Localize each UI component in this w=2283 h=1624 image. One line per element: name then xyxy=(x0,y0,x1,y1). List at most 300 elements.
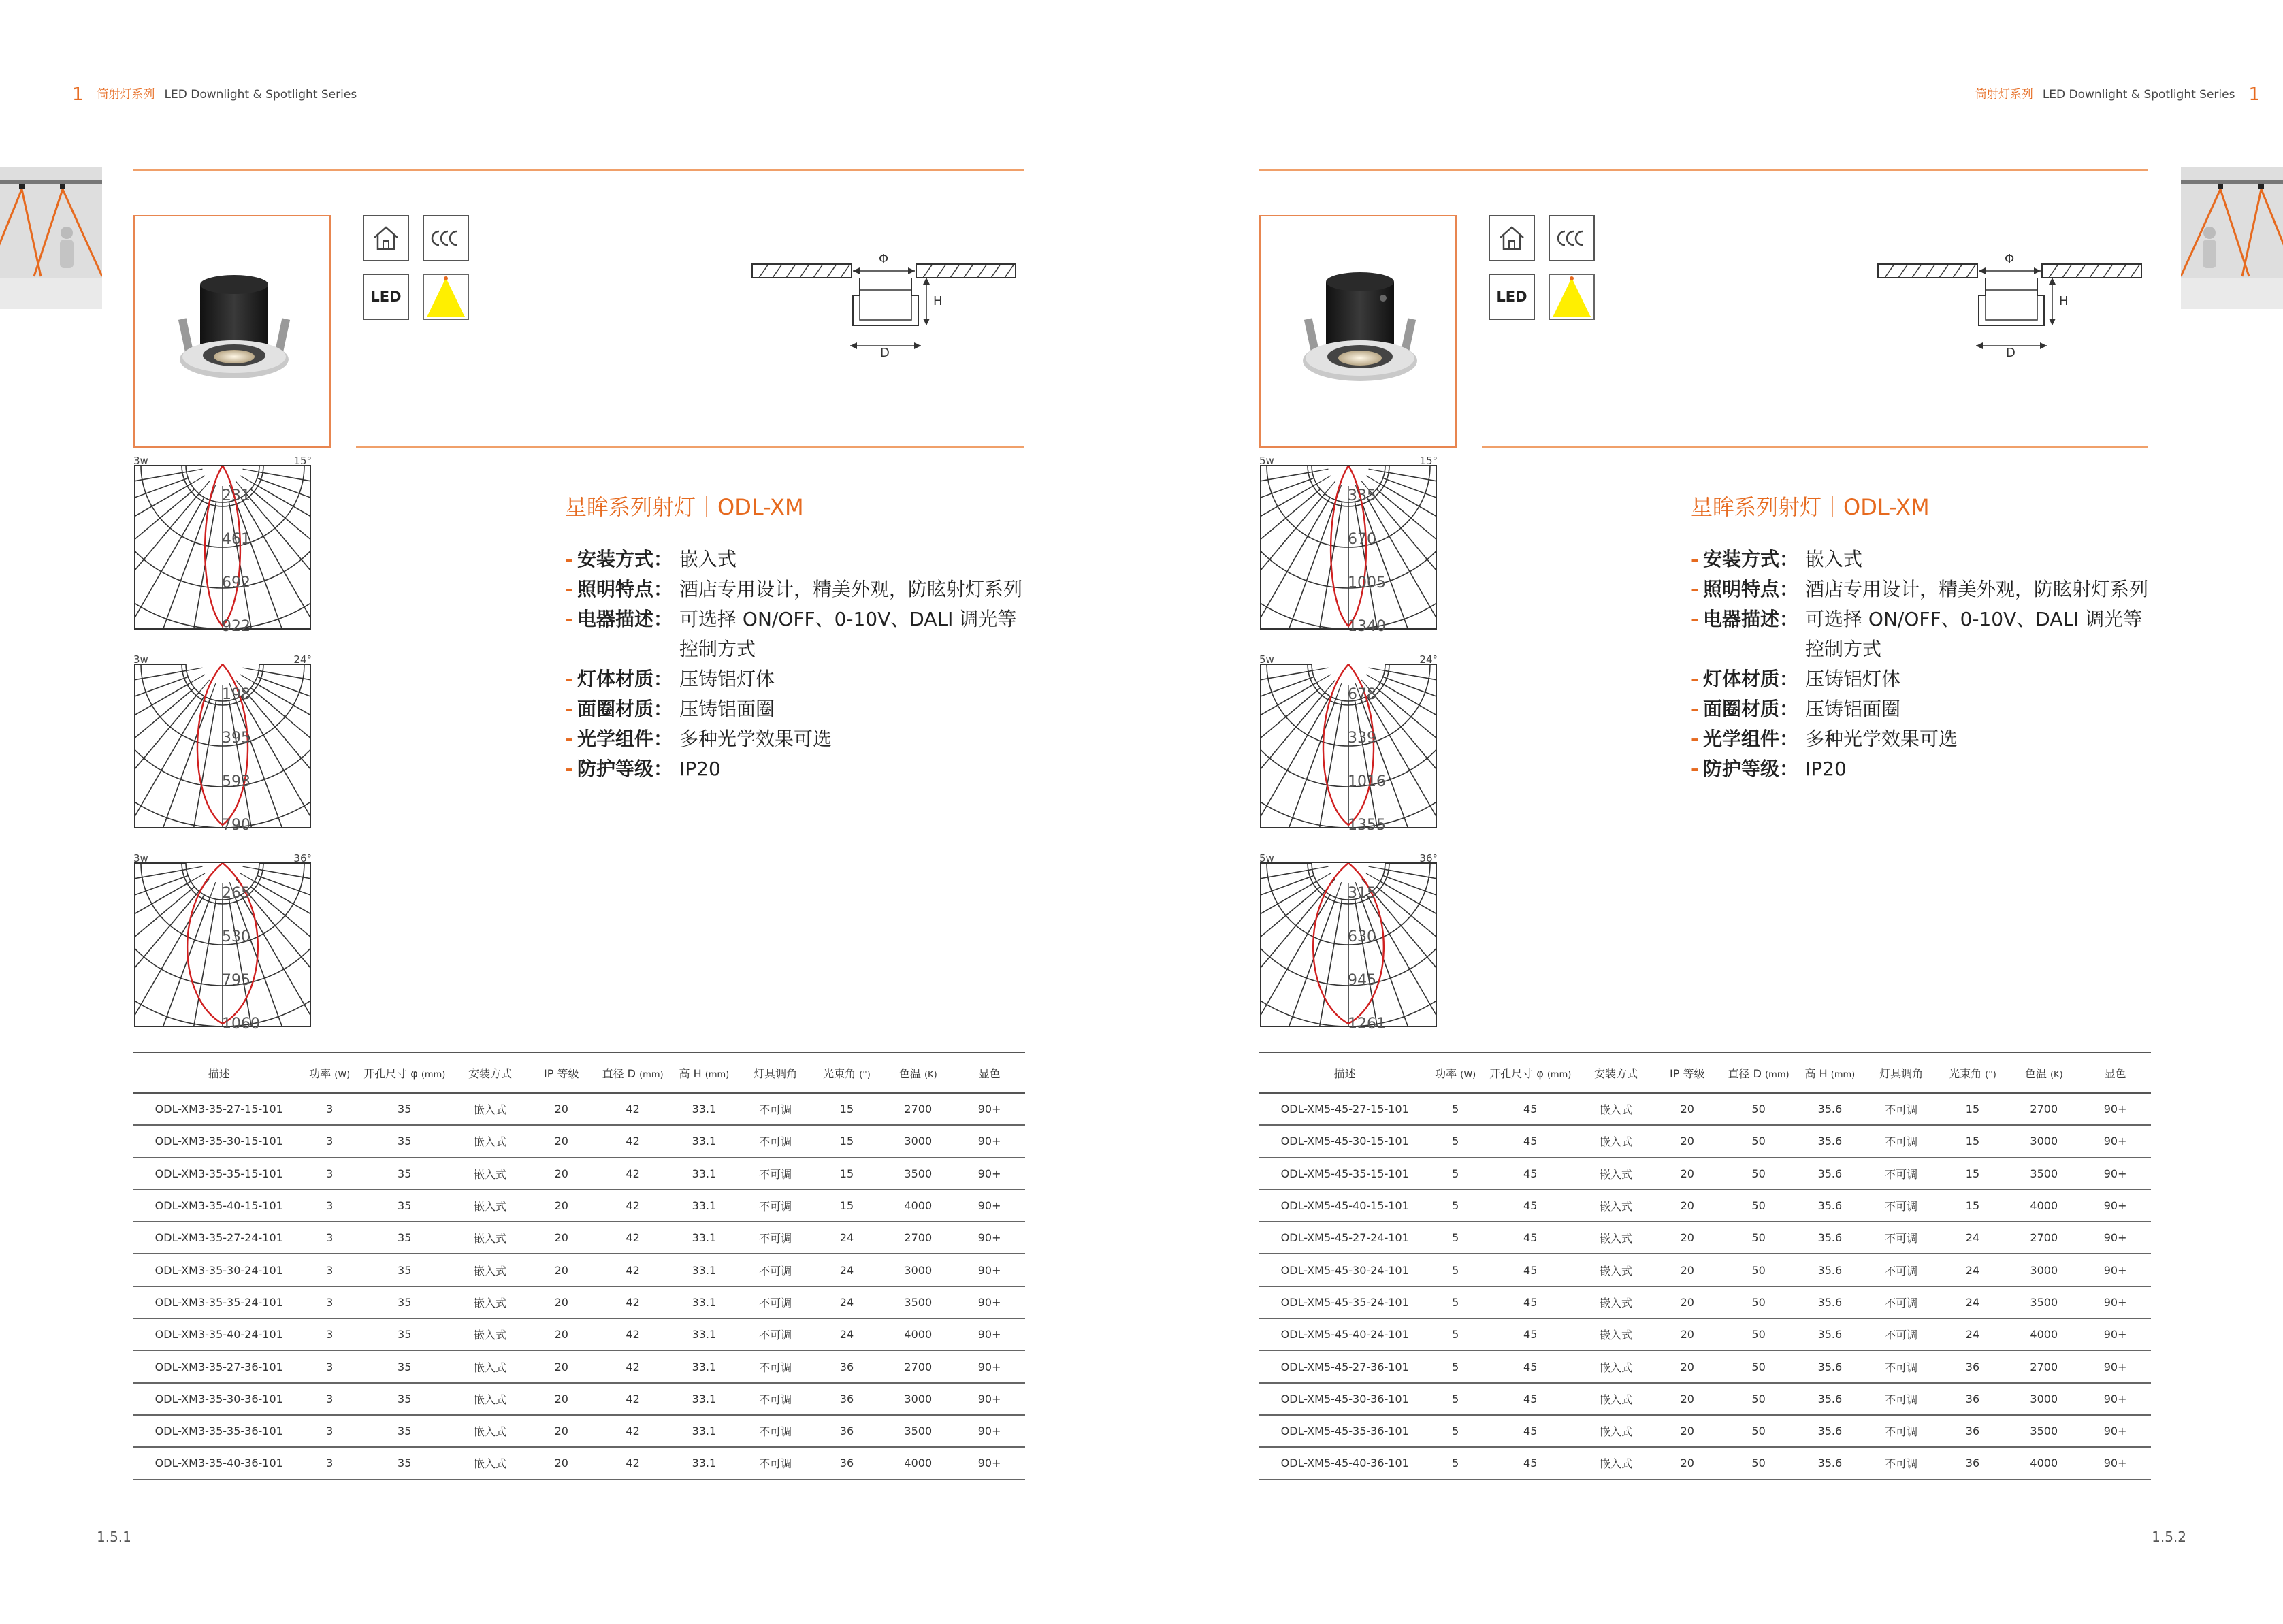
dim-h-label: H xyxy=(933,294,943,308)
header-series-en: LED Downlight & Spotlight Series xyxy=(164,88,357,101)
table-cell: 20 xyxy=(525,1415,597,1447)
table-cell: ODL-XM5-45-35-24-101 xyxy=(1259,1286,1431,1318)
table-cell: 35.6 xyxy=(1794,1415,1866,1447)
table-cell: 33.1 xyxy=(668,1415,740,1447)
table-cell: 不可调 xyxy=(1866,1286,1937,1318)
table-cell: 20 xyxy=(1651,1383,1723,1415)
table-row xyxy=(133,1125,1025,1157)
house-icon xyxy=(363,215,409,261)
table-cell: 36 xyxy=(1937,1415,2009,1447)
table-cell: 3 xyxy=(305,1254,355,1286)
table-cell: 15 xyxy=(811,1125,883,1157)
table-row xyxy=(1259,1093,2151,1125)
folio-number: 1.5.1 xyxy=(97,1529,131,1545)
table-cell: 嵌入式 xyxy=(1581,1447,1652,1479)
table-cell: 3 xyxy=(305,1158,355,1190)
dim-d-label: D xyxy=(2006,346,2015,360)
table-cell: 42 xyxy=(597,1318,668,1350)
polar-watt-label: 3w xyxy=(133,852,148,864)
table-cell: 35.6 xyxy=(1794,1318,1866,1350)
table-cell: 3000 xyxy=(2008,1125,2079,1157)
table-row xyxy=(133,1158,1025,1190)
table-cell: 42 xyxy=(597,1447,668,1479)
table-cell: 4000 xyxy=(882,1447,954,1479)
table-cell: 3000 xyxy=(882,1125,954,1157)
col-beam: 光束角 (°) xyxy=(811,1052,883,1093)
table-cell: 36 xyxy=(1937,1383,2009,1415)
table-cell: 90+ xyxy=(954,1286,1025,1318)
table-cell: 45 xyxy=(1480,1286,1581,1318)
table-cell: 90+ xyxy=(954,1093,1025,1125)
table-cell: 3 xyxy=(305,1383,355,1415)
table-cell: 不可调 xyxy=(1866,1190,1937,1222)
table-cell: 35.6 xyxy=(1794,1350,1866,1382)
table-cell: 42 xyxy=(597,1286,668,1318)
table-cell: 50 xyxy=(1723,1286,1794,1318)
table-cell: 3000 xyxy=(2008,1383,2079,1415)
table-cell: 35.6 xyxy=(1794,1158,1866,1190)
table-cell: ODL-XM3-35-40-15-101 xyxy=(133,1190,305,1222)
table-cell: 90+ xyxy=(954,1447,1025,1479)
spec-item: - 防护等级： IP20 xyxy=(565,758,721,780)
table-cell: 不可调 xyxy=(740,1190,811,1222)
table-cell: 90+ xyxy=(954,1350,1025,1382)
table-cell: 50 xyxy=(1723,1190,1794,1222)
table-cell: 90+ xyxy=(2079,1093,2151,1125)
header-divider xyxy=(133,169,1024,171)
table-cell: ODL-XM5-45-30-24-101 xyxy=(1259,1254,1431,1286)
spec-item: - 光学组件： 多种光学效果可选 xyxy=(565,728,832,750)
polar-angle-label: 24° xyxy=(293,653,312,666)
table-cell: 5 xyxy=(1431,1318,1480,1350)
polar-ring-label: 922 xyxy=(222,618,250,635)
table-cell: 3500 xyxy=(882,1286,954,1318)
table-cell: 33.1 xyxy=(668,1093,740,1125)
table-cell: 嵌入式 xyxy=(455,1093,526,1125)
table-cell: 15 xyxy=(811,1190,883,1222)
table-cell: 90+ xyxy=(954,1158,1025,1190)
polar-watt-label: 5w xyxy=(1259,653,1274,666)
col-cri: 显色 xyxy=(954,1052,1025,1093)
spec-table xyxy=(133,1052,1025,1480)
table-cell: 35.6 xyxy=(1794,1125,1866,1157)
table-cell: 5 xyxy=(1431,1286,1480,1318)
page-header xyxy=(72,84,357,105)
table-cell: ODL-XM3-35-35-24-101 xyxy=(133,1286,305,1318)
spec-item: - 光学组件： 多种光学效果可选 xyxy=(1691,728,1958,750)
table-cell: 42 xyxy=(597,1254,668,1286)
header-divider xyxy=(1259,169,2148,171)
table-cell: 20 xyxy=(525,1222,597,1254)
table-cell: 35 xyxy=(355,1383,455,1415)
table-cell: 45 xyxy=(1480,1158,1581,1190)
table-cell: 5 xyxy=(1431,1222,1480,1254)
table-cell: 嵌入式 xyxy=(455,1383,526,1415)
table-row xyxy=(133,1350,1025,1382)
table-cell: ODL-XM5-45-27-24-101 xyxy=(1259,1222,1431,1254)
table-cell: 33.1 xyxy=(668,1286,740,1318)
polar-ring-label: 461 xyxy=(222,531,250,548)
table-cell: 嵌入式 xyxy=(1581,1222,1652,1254)
col-cutout: 开孔尺寸 φ (mm) xyxy=(355,1052,455,1093)
table-cell: ODL-XM3-35-40-24-101 xyxy=(133,1318,305,1350)
table-cell: ODL-XM5-45-40-24-101 xyxy=(1259,1318,1431,1350)
table-cell: 24 xyxy=(811,1286,883,1318)
header-series-cn: 筒射灯系列 xyxy=(1975,88,2033,101)
table-cell: 50 xyxy=(1723,1125,1794,1157)
table-cell: 42 xyxy=(597,1222,668,1254)
table-cell: ODL-XM3-35-30-15-101 xyxy=(133,1125,305,1157)
installation-scene-thumbnail xyxy=(0,167,102,309)
table-cell: 45 xyxy=(1480,1254,1581,1286)
table-cell: 20 xyxy=(1651,1415,1723,1447)
table-cell: 2700 xyxy=(882,1093,954,1125)
table-cell: ODL-XM3-35-40-36-101 xyxy=(133,1447,305,1479)
table-cell: 36 xyxy=(1937,1350,2009,1382)
table-cell: 不可调 xyxy=(740,1093,811,1125)
polar-ring-label: 1060 xyxy=(222,1016,260,1033)
table-cell: 20 xyxy=(525,1125,597,1157)
spec-list xyxy=(565,545,1028,784)
col-power: 功率 (W) xyxy=(1431,1052,1480,1093)
polar-ring-label: 1355 xyxy=(1348,817,1386,834)
spec-item: - 照明特点： 酒店专用设计，精美外观，防眩射灯系列 xyxy=(1691,578,2149,600)
table-cell: 33.1 xyxy=(668,1222,740,1254)
table-row xyxy=(1259,1318,2151,1350)
col-description: 描述 xyxy=(133,1052,305,1093)
polar-watt-label: 3w xyxy=(133,653,148,666)
table-cell: 嵌入式 xyxy=(1581,1415,1652,1447)
table-cell: 35.6 xyxy=(1794,1190,1866,1222)
table-cell: ODL-XM3-35-27-15-101 xyxy=(133,1093,305,1125)
table-row xyxy=(1259,1158,2151,1190)
table-cell: 45 xyxy=(1480,1093,1581,1125)
table-cell: 90+ xyxy=(2079,1254,2151,1286)
table-cell: 不可调 xyxy=(1866,1415,1937,1447)
table-cell: 20 xyxy=(1651,1254,1723,1286)
table-cell: ODL-XM5-45-35-36-101 xyxy=(1259,1415,1431,1447)
table-cell: 90+ xyxy=(954,1318,1025,1350)
table-cell: 90+ xyxy=(954,1125,1025,1157)
table-cell: 24 xyxy=(1937,1254,2009,1286)
table-cell: 4000 xyxy=(2008,1318,2079,1350)
table-header-row xyxy=(1259,1052,2151,1093)
col-power: 功率 (W) xyxy=(305,1052,355,1093)
col-height: 高 H (mm) xyxy=(1794,1052,1866,1093)
table-cell: 不可调 xyxy=(1866,1350,1937,1382)
table-cell: 3000 xyxy=(882,1383,954,1415)
table-cell: 2700 xyxy=(2008,1093,2079,1125)
table-cell: 20 xyxy=(525,1190,597,1222)
dim-phi-label: Φ xyxy=(2005,252,2015,266)
table-cell: 35 xyxy=(355,1447,455,1479)
col-description: 描述 xyxy=(1259,1052,1431,1093)
col-installation: 安装方式 xyxy=(455,1052,526,1093)
table-cell: 嵌入式 xyxy=(455,1447,526,1479)
table-cell: 20 xyxy=(525,1158,597,1190)
polar-ring-label: 630 xyxy=(1348,928,1376,945)
polar-angle-label: 36° xyxy=(1419,852,1438,864)
polar-ring-label: 945 xyxy=(1348,972,1376,989)
table-cell: 20 xyxy=(525,1286,597,1318)
col-beam: 光束角 (°) xyxy=(1937,1052,2009,1093)
table-cell: ODL-XM3-35-27-36-101 xyxy=(133,1350,305,1382)
table-cell: 3 xyxy=(305,1222,355,1254)
table-cell: 20 xyxy=(525,1447,597,1479)
polar-ring-label: 1005 xyxy=(1348,574,1386,591)
table-cell: 嵌入式 xyxy=(1581,1350,1652,1382)
table-cell: 42 xyxy=(597,1350,668,1382)
table-cell: 90+ xyxy=(2079,1447,2151,1479)
table-cell: 5 xyxy=(1431,1447,1480,1479)
table-cell: 不可调 xyxy=(740,1222,811,1254)
table-cell: 24 xyxy=(1937,1286,2009,1318)
header-page-number: 1 xyxy=(2248,84,2260,105)
table-cell: 20 xyxy=(1651,1093,1723,1125)
table-cell: 3 xyxy=(305,1415,355,1447)
table-row xyxy=(133,1383,1025,1415)
polar-ring-label: 1340 xyxy=(1348,618,1386,635)
table-cell: 嵌入式 xyxy=(455,1254,526,1286)
table-cell: 5 xyxy=(1431,1093,1480,1125)
table-cell: 50 xyxy=(1723,1415,1794,1447)
table-cell: 不可调 xyxy=(1866,1158,1937,1190)
spec-item: - 灯体材质： 压铸铝灯体 xyxy=(1691,668,1901,690)
installation-scene-thumbnail xyxy=(2181,167,2283,309)
folio-number: 1.5.2 xyxy=(2152,1529,2186,1545)
polar-ring-label: 678 xyxy=(1348,686,1376,703)
table-cell: 15 xyxy=(811,1093,883,1125)
table-cell: ODL-XM5-45-30-36-101 xyxy=(1259,1383,1431,1415)
table-cell: 35 xyxy=(355,1093,455,1125)
table-cell: 90+ xyxy=(954,1415,1025,1447)
table-cell: 45 xyxy=(1480,1318,1581,1350)
table-row xyxy=(133,1222,1025,1254)
polar-ring-label: 795 xyxy=(222,972,250,989)
table-cell: 不可调 xyxy=(740,1447,811,1479)
dim-phi-label: Φ xyxy=(879,252,889,266)
table-cell: 42 xyxy=(597,1190,668,1222)
header-page-number: 1 xyxy=(72,84,84,105)
table-cell: 嵌入式 xyxy=(455,1415,526,1447)
table-cell: 90+ xyxy=(2079,1286,2151,1318)
table-cell: 45 xyxy=(1480,1415,1581,1447)
table-cell: 3500 xyxy=(882,1158,954,1190)
table-cell: 嵌入式 xyxy=(1581,1286,1652,1318)
table-cell: 33.1 xyxy=(668,1190,740,1222)
table-row xyxy=(1259,1254,2151,1286)
table-cell: 3 xyxy=(305,1190,355,1222)
table-cell: 45 xyxy=(1480,1350,1581,1382)
table-cell: 20 xyxy=(525,1093,597,1125)
polar-ring-label: 1261 xyxy=(1348,1016,1386,1033)
table-cell: 33.1 xyxy=(668,1125,740,1157)
spec-item: - 电器描述： 可选择 ON/OFF、0-10V、DALI 调光等控制方式 xyxy=(565,608,1017,660)
table-cell: 35 xyxy=(355,1158,455,1190)
table-cell: 50 xyxy=(1723,1447,1794,1479)
table-cell: 90+ xyxy=(2079,1318,2151,1350)
table-cell: 嵌入式 xyxy=(455,1318,526,1350)
table-cell: 5 xyxy=(1431,1350,1480,1382)
spec-item: - 电器描述： 可选择 ON/OFF、0-10V、DALI 调光等控制方式 xyxy=(1691,608,2143,660)
table-cell: 不可调 xyxy=(1866,1318,1937,1350)
table-cell: 嵌入式 xyxy=(1581,1125,1652,1157)
table-cell: 5 xyxy=(1431,1125,1480,1157)
table-cell: ODL-XM3-35-30-24-101 xyxy=(133,1254,305,1286)
dimension-diagram xyxy=(751,252,1023,366)
table-cell: 35 xyxy=(355,1254,455,1286)
table-cell: 33.1 xyxy=(668,1447,740,1479)
col-adjust: 灯具调角 xyxy=(740,1052,811,1093)
beam-angle-icon xyxy=(423,274,469,320)
table-cell: 24 xyxy=(811,1222,883,1254)
table-cell: ODL-XM5-45-27-15-101 xyxy=(1259,1093,1431,1125)
table-cell: 15 xyxy=(1937,1125,2009,1157)
table-cell: 35.6 xyxy=(1794,1286,1866,1318)
col-ip: IP 等级 xyxy=(1651,1052,1723,1093)
section-divider xyxy=(356,446,1024,448)
table-cell: 15 xyxy=(1937,1158,2009,1190)
table-cell: 24 xyxy=(811,1254,883,1286)
table-cell: ODL-XM3-35-35-36-101 xyxy=(133,1415,305,1447)
dim-h-label: H xyxy=(2059,294,2069,308)
table-cell: 20 xyxy=(525,1350,597,1382)
table-cell: 4000 xyxy=(882,1318,954,1350)
table-cell: 45 xyxy=(1480,1222,1581,1254)
table-cell: 20 xyxy=(525,1383,597,1415)
table-cell: 不可调 xyxy=(1866,1222,1937,1254)
table-cell: 不可调 xyxy=(1866,1125,1937,1157)
polar-angle-label: 15° xyxy=(1419,455,1438,467)
col-installation: 安装方式 xyxy=(1581,1052,1652,1093)
polar-ring-label: 265 xyxy=(222,885,250,902)
table-row xyxy=(1259,1383,2151,1415)
product-title: 星眸系列射灯｜ODL-XM xyxy=(565,494,804,520)
table-cell: ODL-XM5-45-27-36-101 xyxy=(1259,1350,1431,1382)
spec-item: - 面圈材质： 压铸铝面圈 xyxy=(565,698,775,720)
table-cell: 嵌入式 xyxy=(455,1125,526,1157)
table-cell: 嵌入式 xyxy=(455,1190,526,1222)
beam-angle-icon xyxy=(1549,274,1595,320)
dim-d-label: D xyxy=(880,346,890,360)
table-cell: 不可调 xyxy=(740,1415,811,1447)
table-cell: 33.1 xyxy=(668,1350,740,1382)
table-row xyxy=(1259,1286,2151,1318)
polar-ring-label: 530 xyxy=(222,928,250,945)
table-cell: 3 xyxy=(305,1093,355,1125)
table-row xyxy=(1259,1222,2151,1254)
table-cell: 50 xyxy=(1723,1093,1794,1125)
table-cell: 90+ xyxy=(954,1190,1025,1222)
table-cell: 不可调 xyxy=(740,1158,811,1190)
polar-ring-label: 790 xyxy=(222,817,250,834)
spec-item: - 防护等级： IP20 xyxy=(1691,758,1847,780)
table-cell: 35 xyxy=(355,1415,455,1447)
table-cell: 5 xyxy=(1431,1383,1480,1415)
col-cct: 色温 (K) xyxy=(882,1052,954,1093)
table-cell: 2700 xyxy=(2008,1350,2079,1382)
table-cell: 20 xyxy=(525,1318,597,1350)
table-cell: 33.1 xyxy=(668,1254,740,1286)
table-cell: 3500 xyxy=(2008,1158,2079,1190)
polar-diagram-24deg xyxy=(133,653,312,834)
spec-item: - 安装方式： 嵌入式 xyxy=(1691,548,1863,570)
table-cell: 90+ xyxy=(2079,1125,2151,1157)
table-row xyxy=(1259,1125,2151,1157)
dimension-diagram xyxy=(1877,252,2149,366)
polar-ring-label: 670 xyxy=(1348,531,1376,548)
table-cell: 33.1 xyxy=(668,1383,740,1415)
table-cell: 24 xyxy=(1937,1222,2009,1254)
table-cell: 不可调 xyxy=(1866,1383,1937,1415)
polar-watt-label: 5w xyxy=(1259,852,1274,864)
table-cell: 不可调 xyxy=(740,1286,811,1318)
table-cell: 42 xyxy=(597,1125,668,1157)
table-cell: ODL-XM5-45-35-15-101 xyxy=(1259,1158,1431,1190)
table-cell: 不可调 xyxy=(1866,1093,1937,1125)
table-cell: 嵌入式 xyxy=(455,1350,526,1382)
table-cell: 2700 xyxy=(882,1350,954,1382)
table-cell: ODL-XM3-35-30-36-101 xyxy=(133,1383,305,1415)
table-cell: 不可调 xyxy=(1866,1254,1937,1286)
polar-diagram-24deg xyxy=(1259,653,1438,834)
col-adjust: 灯具调角 xyxy=(1866,1052,1937,1093)
table-cell: 嵌入式 xyxy=(455,1158,526,1190)
table-cell: 90+ xyxy=(2079,1158,2151,1190)
polar-ring-label: 692 xyxy=(222,574,250,591)
table-cell: 36 xyxy=(811,1383,883,1415)
table-cell: 35 xyxy=(355,1286,455,1318)
table-cell: 不可调 xyxy=(740,1125,811,1157)
table-row xyxy=(133,1286,1025,1318)
table-cell: 20 xyxy=(1651,1158,1723,1190)
table-cell: 不可调 xyxy=(740,1254,811,1286)
table-cell: 嵌入式 xyxy=(1581,1190,1652,1222)
table-row xyxy=(133,1254,1025,1286)
table-cell: 35 xyxy=(355,1125,455,1157)
table-cell: 15 xyxy=(1937,1093,2009,1125)
table-cell: 3 xyxy=(305,1447,355,1479)
table-cell: 24 xyxy=(1937,1318,2009,1350)
col-cutout: 开孔尺寸 φ (mm) xyxy=(1480,1052,1581,1093)
product-title: 星眸系列射灯｜ODL-XM xyxy=(1691,494,1930,520)
table-row xyxy=(1259,1190,2151,1222)
table-cell: 嵌入式 xyxy=(1581,1158,1652,1190)
polar-ring-label: 315 xyxy=(1348,885,1376,902)
table-cell: 45 xyxy=(1480,1190,1581,1222)
table-cell: 36 xyxy=(811,1415,883,1447)
col-cct: 色温 (K) xyxy=(2008,1052,2079,1093)
table-cell: 35.6 xyxy=(1794,1383,1866,1415)
table-cell: 嵌入式 xyxy=(455,1222,526,1254)
table-cell: 35 xyxy=(355,1190,455,1222)
table-cell: 20 xyxy=(1651,1190,1723,1222)
table-cell: 42 xyxy=(597,1415,668,1447)
table-cell: 45 xyxy=(1480,1125,1581,1157)
polar-diagram-15deg xyxy=(133,455,312,635)
table-cell: 20 xyxy=(1651,1447,1723,1479)
table-cell: 90+ xyxy=(2079,1190,2151,1222)
polar-ring-label: 198 xyxy=(222,686,250,703)
table-cell: 5 xyxy=(1431,1415,1480,1447)
table-cell: 45 xyxy=(1480,1447,1581,1479)
polar-angle-label: 24° xyxy=(1419,653,1438,666)
table-cell: 嵌入式 xyxy=(1581,1254,1652,1286)
table-cell: 3 xyxy=(305,1350,355,1382)
table-row xyxy=(133,1190,1025,1222)
table-cell: 45 xyxy=(1480,1383,1581,1415)
table-row xyxy=(133,1447,1025,1479)
